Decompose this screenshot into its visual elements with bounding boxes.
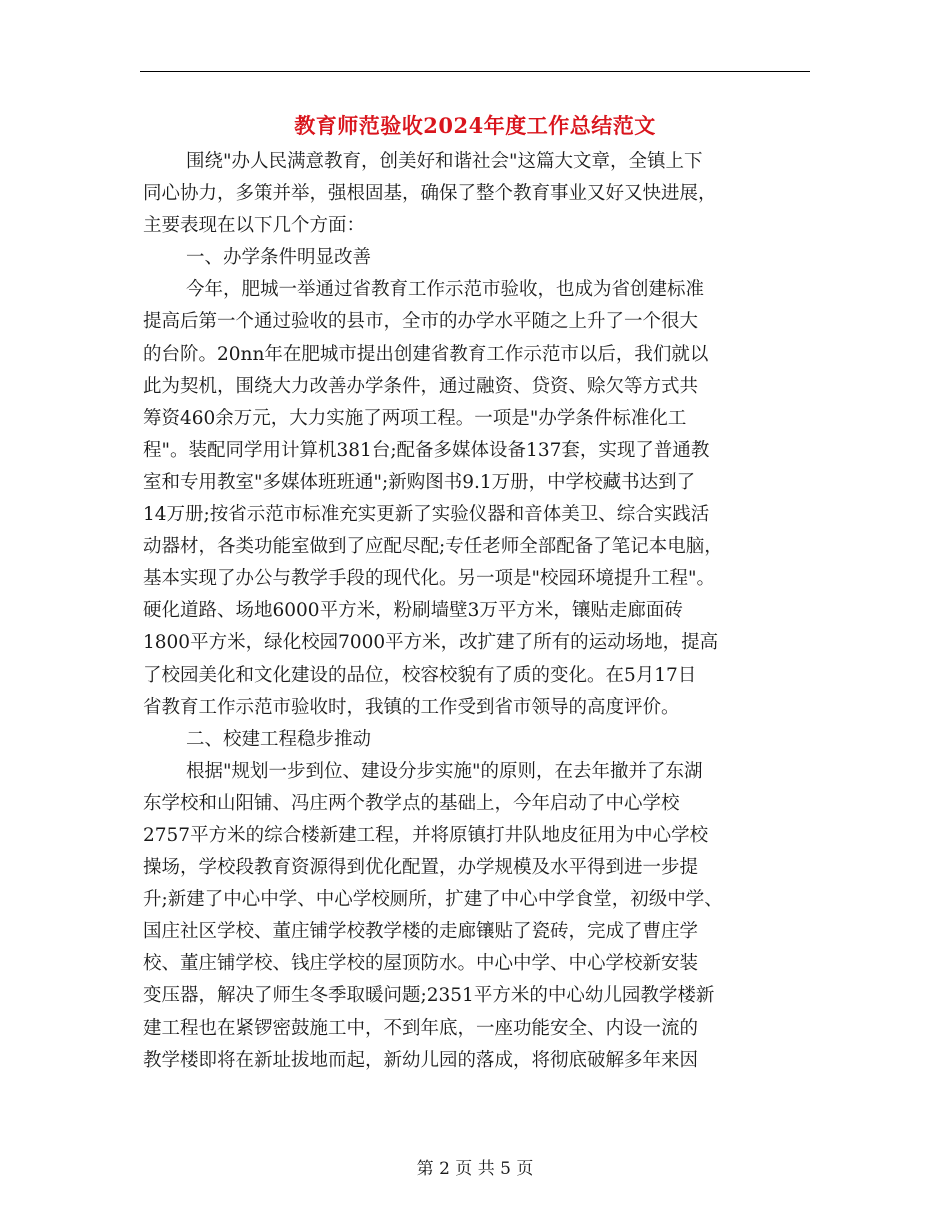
text-line: 省教育工作示范市验收时，我镇的工作受到省市领导的高度评价。 xyxy=(143,696,680,718)
text-line: 建工程也在紧锣密鼓施工中，不到年底，一座功能安全、内设一流的 xyxy=(143,1017,699,1039)
text-line: 操场，学校段教育资源得到优化配置，办学规模及水平得到进一步提 xyxy=(143,857,699,879)
text-line: 教学楼即将在新址拔地而起，新幼儿园的落成，将彻底破解多年来因 xyxy=(143,1049,699,1071)
text-line: 今年，肥城一举通过省教育工作示范市验收，也成为省创建标准 xyxy=(186,279,705,301)
text-line: 主要表现在以下几个方面： xyxy=(143,215,366,237)
text-line: 提高后第一个通过验收的县市，全市的办学水平随之上升了一个很大 xyxy=(143,311,699,333)
text-line: 围绕"办人民满意教育，创美好和谐社会"这篇大文章，全镇上下 xyxy=(186,151,703,172)
text-line: 基本实现了办公与教学手段的现代化。另一项是"校园环境提升工程"。 xyxy=(143,568,716,590)
text-line: 了校园美化和文化建设的品位，校容校貌有了质的变化。在5月17日 xyxy=(143,664,697,686)
text-line: 2757平方米的综合楼新建工程，并将原镇打井队地皮征用为中心学校 xyxy=(143,824,709,846)
text-line: 1800平方米，绿化校园7000平方米，改扩建了所有的运动场地，提高 xyxy=(143,632,719,654)
text-line: 国庄社区学校、董庄铺学校教学楼的走廊镶贴了瓷砖，完成了曹庄学 xyxy=(143,921,699,943)
text-line: 程"。装配同学用计算机381台;配备多媒体设备137套，实现了普通教 xyxy=(143,439,710,461)
text-line: 校、董庄铺学校、钱庄学校的屋顶防水。中心中学、中心学校新安装 xyxy=(143,953,699,975)
text-line: 同心协力，多策并举，强根固基，确保了整个教育事业又好又快进展， xyxy=(143,183,717,205)
text-line: 硬化道路、场地6000平方米，粉刷墙壁3万平方米，镶贴走廊面砖 xyxy=(143,600,683,622)
section-heading: 一、办学条件明显改善 xyxy=(186,247,372,269)
text-line: 筹资460余万元，大力实施了两项工程。一项是"办学条件标准化工 xyxy=(143,407,687,429)
document-body xyxy=(143,146,811,1077)
text-line: 根据"规划一步到位、建设分步实施"的原则，在去年撤并了东湖 xyxy=(186,760,703,782)
document-title: 教育师范验收2024年度工作总结范文 xyxy=(294,113,656,138)
text-line: 东学校和山阳铺、冯庄两个教学点的基础上，今年启动了中心学校 xyxy=(143,792,680,814)
header-rule xyxy=(140,71,810,72)
text-line: 变压器，解决了师生冬季取暖问题;2351平方米的中心幼儿园教学楼新 xyxy=(143,985,715,1007)
text-line: 此为契机，围绕大力改善办学条件，通过融资、贷资、赊欠等方式共 xyxy=(143,375,699,397)
text-line: 的台阶。20nn年在肥城市提出创建省教育工作示范市以后，我们就以 xyxy=(143,343,709,365)
text-line: 升;新建了中心中学、中心学校厕所，扩建了中心中学食堂，初级中学、 xyxy=(143,889,723,911)
section-heading: 二、校建工程稳步推动 xyxy=(186,728,372,750)
text-line: 14万册;按省示范市标准充实更新了实验仪器和音体美卫、综合实践活 xyxy=(143,504,710,526)
text-line: 动器材，各类功能室做到了应配尽配;专任老师全部配备了笔记本电脑， xyxy=(143,536,723,558)
text-line: 室和专用教室"多媒体班班通";新购图书9.1万册，中学校藏书达到了 xyxy=(143,471,696,493)
page-footer: 第 2 页 共 5 页 xyxy=(416,1159,534,1179)
